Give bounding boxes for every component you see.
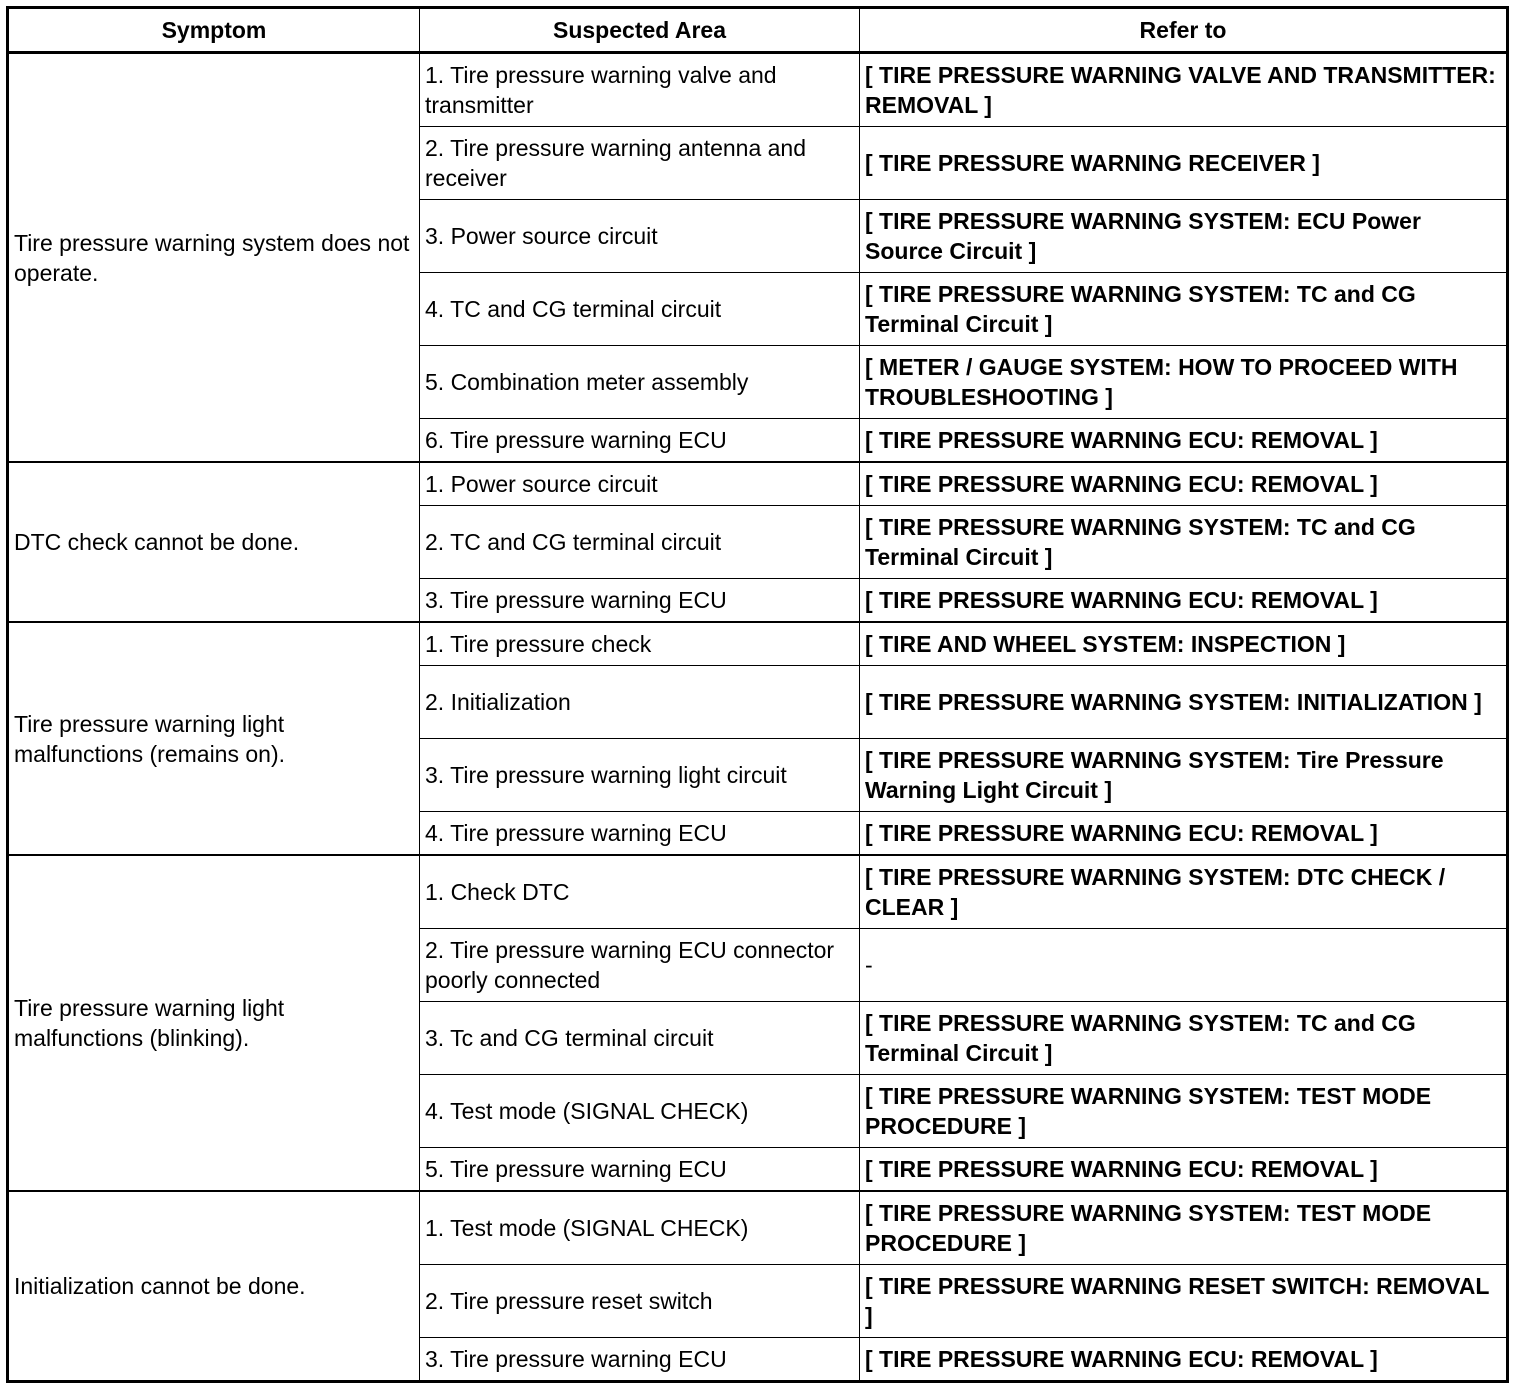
symptom-cell: Tire pressure warning light malfunctions (remains on). [8, 622, 420, 855]
suspected-area-cell: 4. TC and CG terminal circuit [420, 273, 860, 346]
symptom-cell: Initialization cannot be done. [8, 1191, 420, 1382]
refer-to-cell: [ TIRE PRESSURE WARNING VALVE AND TRANSMITTER: REMOVAL ] [860, 53, 1508, 127]
suspected-area-cell: 6. Tire pressure warning ECU [420, 419, 860, 463]
refer-to-cell: [ TIRE PRESSURE WARNING SYSTEM: Tire Pressure Warning Light Circuit ] [860, 739, 1508, 812]
refer-to-cell: [ TIRE PRESSURE WARNING RECEIVER ] [860, 127, 1508, 200]
suspected-area-cell: 1. Tire pressure warning valve and transmitter [420, 53, 860, 127]
refer-to-cell: [ TIRE PRESSURE WARNING SYSTEM: ECU Power Source Circuit ] [860, 200, 1508, 273]
refer-to-cell: [ TIRE PRESSURE WARNING ECU: REMOVAL ] [860, 1148, 1508, 1192]
refer-to-cell: [ TIRE PRESSURE WARNING RESET SWITCH: REMOVAL ] [860, 1265, 1508, 1338]
symptom-group [8, 53, 1508, 463]
suspected-area-cell: 5. Tire pressure warning ECU [420, 1148, 860, 1192]
suspected-area-cell: 3. Tire pressure warning ECU [420, 579, 860, 623]
refer-to-cell: [ TIRE PRESSURE WARNING ECU: REMOVAL ] [860, 1338, 1508, 1382]
table-header [8, 8, 1508, 53]
suspected-area-cell: 1. Check DTC [420, 855, 860, 929]
refer-to-cell: [ TIRE PRESSURE WARNING ECU: REMOVAL ] [860, 579, 1508, 623]
suspected-area-cell: 2. TC and CG terminal circuit [420, 506, 860, 579]
symptom-cell: DTC check cannot be done. [8, 462, 420, 622]
suspected-area-cell: 3. Tc and CG terminal circuit [420, 1002, 860, 1075]
symptom-group [8, 1191, 1508, 1382]
suspected-area-cell: 2. Tire pressure warning antenna and receiver [420, 127, 860, 200]
symptom-cell: Tire pressure warning light malfunctions (blinking). [8, 855, 420, 1191]
suspected-area-cell: 2. Tire pressure warning ECU connector poorly connected [420, 929, 860, 1002]
refer-to-cell: [ TIRE PRESSURE WARNING SYSTEM: DTC CHECK / CLEAR ] [860, 855, 1508, 929]
suspected-area-cell: 3. Tire pressure warning ECU [420, 1338, 860, 1382]
suspected-area-cell: 1. Power source circuit [420, 462, 860, 506]
refer-to-cell: [ TIRE PRESSURE WARNING SYSTEM: TEST MODE PROCEDURE ] [860, 1075, 1508, 1148]
refer-to-cell: - [860, 929, 1508, 1002]
suspected-area-cell: 4. Tire pressure warning ECU [420, 812, 860, 856]
suspected-area-cell: 3. Tire pressure warning light circuit [420, 739, 860, 812]
symptom-group [8, 622, 1508, 855]
refer-to-cell: [ TIRE PRESSURE WARNING SYSTEM: TC and CG Terminal Circuit ] [860, 1002, 1508, 1075]
header-row [8, 8, 1508, 53]
table-row [8, 53, 1508, 127]
header-symptom: Symptom [8, 8, 420, 53]
symptom-group [8, 855, 1508, 1191]
symptom-group [8, 462, 1508, 622]
refer-to-cell: [ METER / GAUGE SYSTEM: HOW TO PROCEED WITH TROUBLESHOOTING ] [860, 346, 1508, 419]
suspected-area-cell: 2. Tire pressure reset switch [420, 1265, 860, 1338]
refer-to-cell: [ TIRE AND WHEEL SYSTEM: INSPECTION ] [860, 622, 1508, 666]
suspected-area-cell: 2. Initialization [420, 666, 860, 739]
table-row [8, 1191, 1508, 1265]
table-row [8, 855, 1508, 929]
troubleshooting-table [6, 6, 1509, 1383]
suspected-area-cell: 1. Test mode (SIGNAL CHECK) [420, 1191, 860, 1265]
refer-to-cell: [ TIRE PRESSURE WARNING ECU: REMOVAL ] [860, 419, 1508, 463]
table-row [8, 622, 1508, 666]
suspected-area-cell: 4. Test mode (SIGNAL CHECK) [420, 1075, 860, 1148]
header-refer-to: Refer to [860, 8, 1508, 53]
suspected-area-cell: 1. Tire pressure check [420, 622, 860, 666]
table-row [8, 462, 1508, 506]
refer-to-cell: [ TIRE PRESSURE WARNING SYSTEM: TC and CG Terminal Circuit ] [860, 273, 1508, 346]
suspected-area-cell: 5. Combination meter assembly [420, 346, 860, 419]
refer-to-cell: [ TIRE PRESSURE WARNING SYSTEM: TC and CG Terminal Circuit ] [860, 506, 1508, 579]
symptom-cell: Tire pressure warning system does not operate. [8, 53, 420, 463]
suspected-area-cell: 3. Power source circuit [420, 200, 860, 273]
header-suspected-area: Suspected Area [420, 8, 860, 53]
refer-to-cell: [ TIRE PRESSURE WARNING SYSTEM: INITIALIZATION ] [860, 666, 1508, 739]
refer-to-cell: [ TIRE PRESSURE WARNING ECU: REMOVAL ] [860, 462, 1508, 506]
refer-to-cell: [ TIRE PRESSURE WARNING SYSTEM: TEST MODE PROCEDURE ] [860, 1191, 1508, 1265]
refer-to-cell: [ TIRE PRESSURE WARNING ECU: REMOVAL ] [860, 812, 1508, 856]
